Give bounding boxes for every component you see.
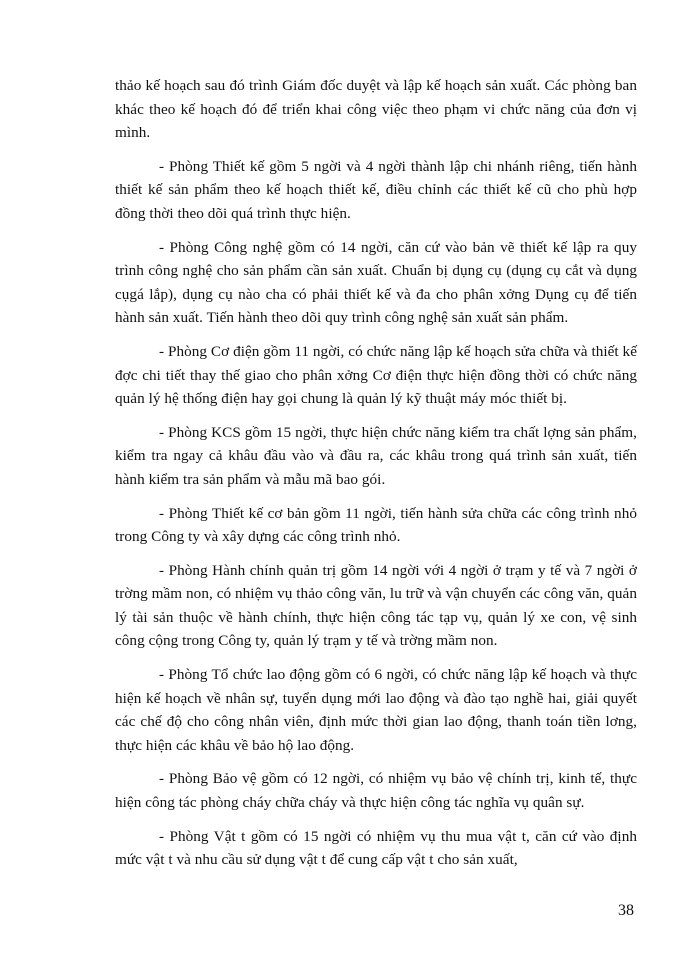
- paragraph-basic-design-dept: - Phòng Thiết kế cơ bản gồm 11 ngời, tiến hành sửa chữa các công trình nhỏ trong Công ty và xây dựng các công trình nhỏ.: [115, 504, 637, 546]
- paragraph-labor-organization-dept: - Phòng Tổ chức lao động gồm có 6 ngời, có chức năng lập kế hoạch và thực hiện kế hoạch về nhân sự, tuyển dụng mới lao động và đào tạo nghề hai, giải quyết các chế độ cho công nhân viên, định mức thời gian lao động, thanh toán tiền lơng, thực hiện các khâu về bảo hộ lao động.: [115, 666, 637, 754]
- page-number: 38: [618, 902, 634, 919]
- paragraph-kcs-dept: - Phòng KCS gồm 15 ngời, thực hiện chức năng kiểm tra chất lợng sản phẩm, kiểm tra ngay cả khâu đầu vào và đầu ra, các khâu trong quá trình sản xuất, tiến hành kiểm tra sản phẩm và mẫu mã bao gói.: [115, 423, 637, 488]
- paragraph-design-dept: - Phòng Thiết kế gồm 5 ngời và 4 ngời thành lập chi nhánh riêng, tiến hành thiết kế sản phẩm theo kế hoạch thiết kế, điều chỉnh các thiết kế cũ cho phù hợp đồng thời theo dõi quá trình thực hiện.: [115, 157, 637, 222]
- paragraph-security-dept: - Phòng Bảo vệ gồm có 12 ngời, có nhiệm vụ bảo vệ chính trị, kinh tế, thực hiện công tác phòng cháy chữa cháy và thực hiện công tác nghĩa vụ quân sự.: [115, 770, 637, 812]
- paragraph-intro: thảo kế hoạch sau đó trình Giám đốc duyệt và lập kế hoạch sản xuất. Các phòng ban khác theo kế hoạch đó để triển khai công việc theo phạm vi chức năng của đơn vị mình.: [115, 77, 637, 142]
- document-body: [115, 74, 637, 882]
- paragraph-mechanical-electrical-dept: - Phòng Cơ điện gồm 11 ngời, có chức năng lập kế hoạch sửa chữa và thiết kế đợc chi tiết thay thế giao cho phân xởng Cơ điện thực hiện đồng thời có chức năng quản lý hệ thống điện hay gọi chung là quản lý kỹ thuật máy móc thiết bị.: [115, 342, 637, 408]
- paragraph-administration-dept: - Phòng Hành chính quản trị gồm 14 ngời với 4 ngời ở trạm y tế và 7 ngời ở trờng mầm non, có nhiệm vụ thảo công văn, lu trữ và vận chuyển các công văn, quản lý tài sản thuộc về hành chính, thực hiện công tác tạp vụ, quản lý xe con, vệ sinh công cộng trong Công ty, quản lý trạm y tế và trờng mầm non.: [115, 561, 637, 650]
- paragraph-technology-dept: - Phòng Công nghệ gồm có 14 ngời, căn cứ vào bản vẽ thiết kế lập ra quy trình công nghệ cho sản phẩm cần sản xuất. Chuẩn bị dụng cụ (dụng cụ cắt và dụng cụgá lắp), dụng cụ nào cha có phải thiết kế và đa cho phân xởng Dụng cụ để tiến hành sản xuất. Tiến hành theo dõi quy trình công nghệ sản xuất sản phẩm.: [115, 238, 637, 327]
- paragraph-materials-dept: - Phòng Vật t gồm có 15 ngời có nhiệm vụ thu mua vật t, căn cứ vào định mức vật t và nhu cầu sử dụng vật t để cung cấp vật t cho sản xuất,: [115, 827, 637, 869]
